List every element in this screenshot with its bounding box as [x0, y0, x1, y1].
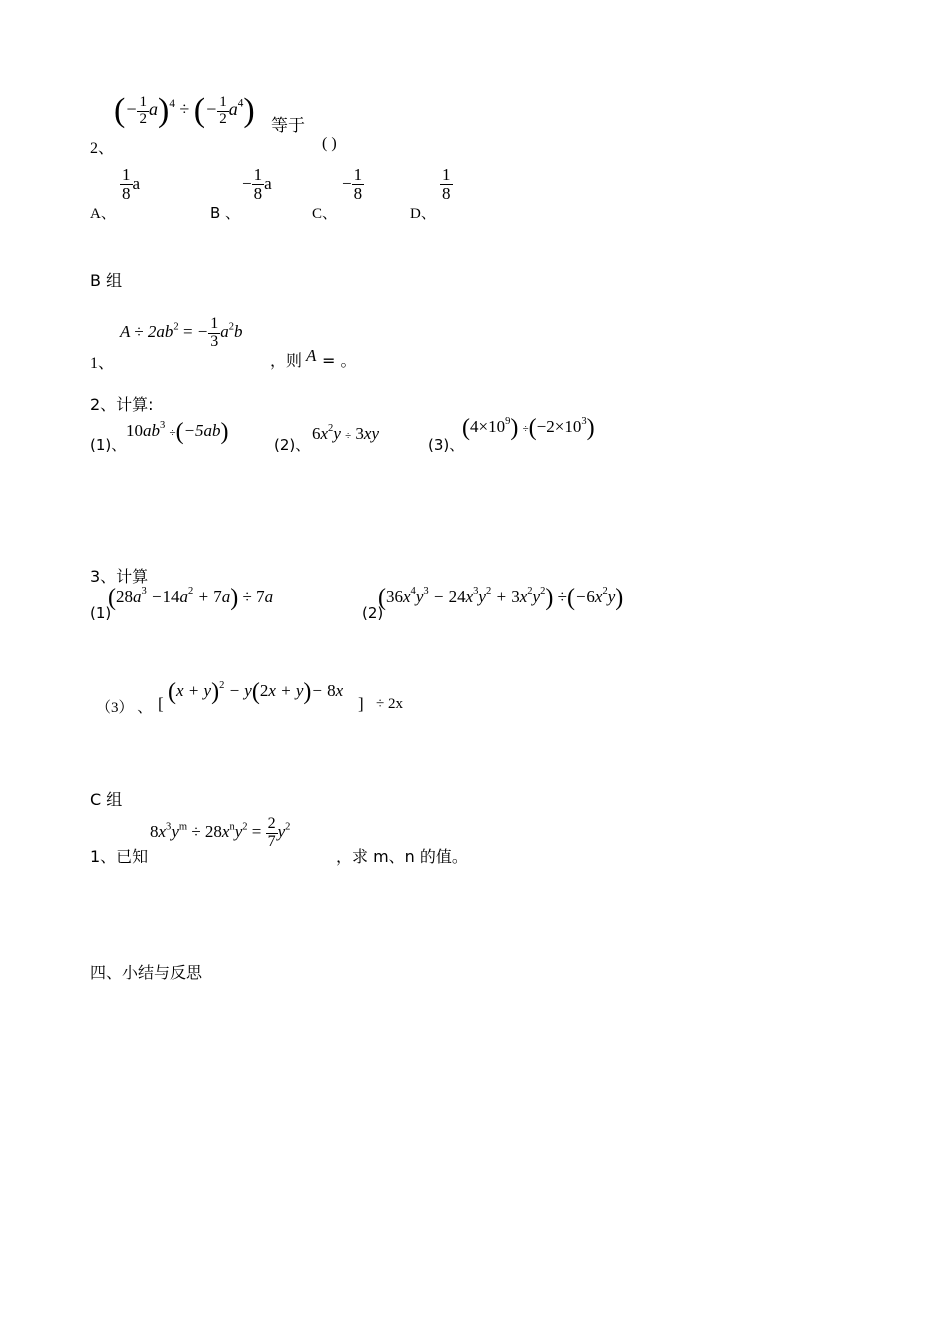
part-label: (2) — [362, 604, 384, 622]
math-expression: $A \div 2ab^2$ = − $\frac{1}{3}$ $a^2b$ — [120, 315, 243, 350]
option-a-label: A、 — [90, 206, 116, 222]
right-bracket: ] — [358, 694, 364, 713]
option-b-tail: a — [264, 173, 272, 193]
variable-a: A — [306, 346, 317, 365]
question-number: 2、 — [90, 140, 115, 157]
question-tail: ，求 m、n 的值。 — [336, 847, 468, 866]
option-a-math: $\frac{1}{8}$ a — [122, 165, 141, 203]
question-number: 1、 — [90, 355, 115, 372]
options-row — [90, 166, 510, 222]
question-c1 — [90, 816, 590, 866]
option-d-math: $\frac{1}{8}$ — [442, 165, 451, 203]
math-expression: (− $\frac{1}{2}$ a)$^4$ ÷ (− $\frac{1}{2}$ $a^4$) — [114, 92, 255, 129]
part-label: (1) — [90, 604, 112, 622]
math-expression: $10ab^3 \div(-5ab)$ — [126, 419, 229, 445]
part-label: (1)、 — [90, 436, 127, 454]
question-b2-parts — [90, 416, 650, 456]
question-number: 1、已知 — [90, 847, 149, 866]
question-b3-row2 — [96, 680, 456, 720]
section-b-heading: B 组 — [90, 271, 123, 290]
option-c-label: C、 — [312, 206, 338, 222]
question-b3-row1 — [90, 586, 690, 626]
math-expression: $8x^3y^m \div 28x^ny^2$ = $\frac{2}{7}$ $y^2$ — [150, 815, 291, 850]
part-label: (2)、 — [274, 436, 311, 454]
left-bracket: [ — [158, 694, 164, 713]
math-expression: $(4\times 10^9) \div(-2\times 10^3)$ — [462, 415, 595, 441]
question-tail: 等于 — [271, 116, 305, 135]
answer-blank: = 。 — [322, 351, 357, 370]
question-b3-heading: 3、计算 — [90, 567, 149, 586]
divide-tail: ÷ 2x — [376, 696, 403, 712]
option-d-label: D、 — [410, 206, 436, 222]
option-b-label: B 、 — [210, 204, 241, 222]
part-label: (3)、 — [428, 436, 465, 454]
part-label: （3） 、 — [96, 700, 153, 716]
answer-blank: ( ) — [322, 135, 337, 152]
math-expression: $6x^2y \div 3xy$ — [312, 423, 379, 443]
summary-heading: 四、小结与反思 — [90, 963, 203, 982]
math-expression: $(36x^4y^3 - 24x^3y^2 + 3x^2y^2) \div(-6x^2y)$ — [378, 585, 624, 611]
math-expression: $(x + y)^2 - y(2x + y)- 8x$ — [168, 679, 344, 705]
option-a-tail: a — [132, 173, 141, 193]
math-expression: $(28a^3 -14a^2 + 7a) \div 7a$ — [108, 585, 274, 611]
question-b1 — [90, 316, 430, 370]
option-b-math: − $\frac{1}{8}$ a — [242, 165, 272, 203]
section-c-heading: C 组 — [90, 790, 123, 809]
question-tail: ，则 — [270, 351, 303, 370]
option-c-math: − $\frac{1}{8}$ — [342, 165, 363, 203]
question-b2-heading: 2、计算: — [90, 395, 154, 414]
